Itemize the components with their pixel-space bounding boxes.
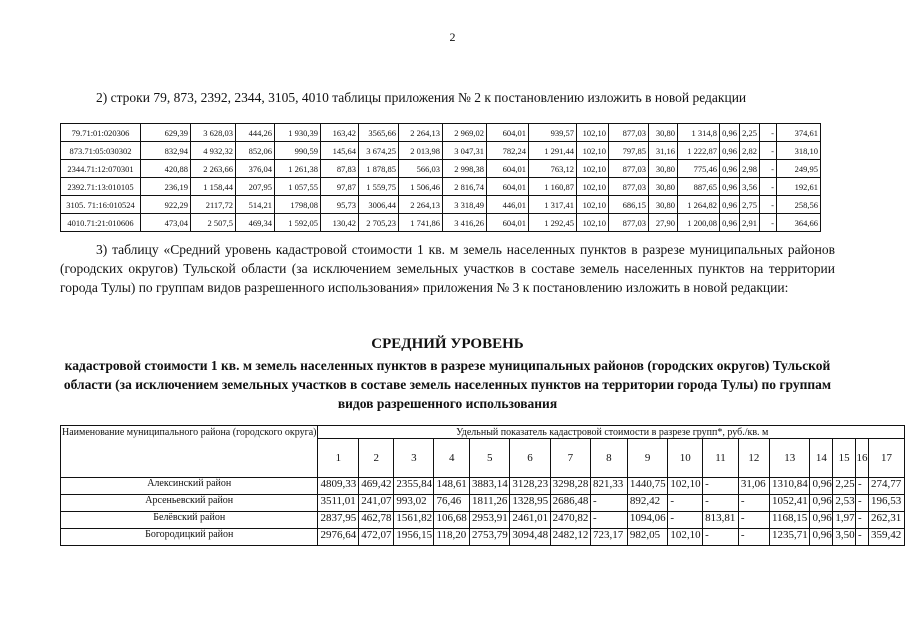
table2-cell: - xyxy=(668,512,703,529)
table1-cell: 3006,44 xyxy=(359,196,399,214)
table1-cell: 1 264,82 xyxy=(678,196,720,214)
table1-cell: 939,57 xyxy=(529,124,577,142)
table1-cell: 0,96 xyxy=(720,142,740,160)
table1-cell: 832,94 xyxy=(141,142,191,160)
table1-cell: - xyxy=(760,142,777,160)
table1-cell: 1 261,38 xyxy=(275,160,321,178)
table1-cell: 566,03 xyxy=(399,160,443,178)
table2-cell: 1328,95 xyxy=(510,495,550,512)
table2-cell: 0,96 xyxy=(810,495,833,512)
table1-cell: 249,95 xyxy=(777,160,821,178)
table1-row-code: 4010.71:21:010606 xyxy=(61,214,141,232)
table2-cell: 1310,84 xyxy=(769,478,810,495)
table2-cell: - xyxy=(590,495,627,512)
column-number: 16 xyxy=(855,439,868,478)
table1-cell: 97,87 xyxy=(321,178,359,196)
table1-cell: 130,42 xyxy=(321,214,359,232)
table2-cell: 2470,82 xyxy=(550,512,590,529)
column-number: 2 xyxy=(359,439,394,478)
paragraph-2: 2) строки 79, 873, 2392, 2344, 3105, 4010 таблицы приложения № 2 к постановлению изложить в новой редакции xyxy=(96,90,747,105)
table2-cell: - xyxy=(738,529,769,546)
table1-cell: 2,98 xyxy=(740,160,760,178)
table1-row xyxy=(61,124,821,142)
table1-row-code: 873.71:05:030302 xyxy=(61,142,141,160)
table1-cell: 192,61 xyxy=(777,178,821,196)
column-group-caption: Удельный показатель кадастровой стоимости в разрезе групп*, руб./кв. м xyxy=(318,426,905,439)
table1-cell: 31,16 xyxy=(649,142,678,160)
table2-cell: 2,25 xyxy=(833,478,856,495)
table1-cell: 877,03 xyxy=(609,124,649,142)
table1-cell: 102,10 xyxy=(577,196,609,214)
table2-cell: 2,53 xyxy=(833,495,856,512)
table1-cell: 444,26 xyxy=(236,124,275,142)
table2-cell: 102,10 xyxy=(668,478,703,495)
table1-cell: 1 506,46 xyxy=(399,178,443,196)
table1-cell: 30,80 xyxy=(649,124,678,142)
table1-cell: 0,96 xyxy=(720,214,740,232)
table1-cell: 1 158,44 xyxy=(191,178,236,196)
table1-cell: 686,15 xyxy=(609,196,649,214)
table2-cell: 813,81 xyxy=(703,512,739,529)
table2-cell: 102,10 xyxy=(668,529,703,546)
column-number: 3 xyxy=(394,439,434,478)
paragraph-3 xyxy=(60,240,835,297)
table2-cell: 3511,01 xyxy=(318,495,359,512)
table1-cell: 258,56 xyxy=(777,196,821,214)
table1-cell: 775,46 xyxy=(678,160,720,178)
table2-cell: - xyxy=(590,512,627,529)
table2-cell: 4809,33 xyxy=(318,478,359,495)
table2-cell: - xyxy=(703,529,739,546)
table2-cell: 892,42 xyxy=(627,495,668,512)
table1-cell: 514,21 xyxy=(236,196,275,214)
table1-cell: 797,85 xyxy=(609,142,649,160)
table1-cell: 0,96 xyxy=(720,160,740,178)
table1-cell: 95,73 xyxy=(321,196,359,214)
table2-cell: 993,02 xyxy=(394,495,434,512)
table2-cell: 148,61 xyxy=(434,478,470,495)
table1-cell: 102,10 xyxy=(577,160,609,178)
table2-cell: 1052,41 xyxy=(769,495,810,512)
table1-cell: 364,66 xyxy=(777,214,821,232)
table1-cell: 2,75 xyxy=(740,196,760,214)
table1-cell: 1 314,8 xyxy=(678,124,720,142)
table1-row-code: 79.71:01:020306 xyxy=(61,124,141,142)
table2-cell: 3128,23 xyxy=(510,478,550,495)
table1-cell: 376,04 xyxy=(236,160,275,178)
table1-cell: 3 674,25 xyxy=(359,142,399,160)
table2-cell: - xyxy=(738,495,769,512)
table2-cell: 1,97 xyxy=(833,512,856,529)
column-header-name: Наименование муниципального района (городского округа) xyxy=(61,426,318,478)
table1-cell: 2,91 xyxy=(740,214,760,232)
table2-cell: 1811,26 xyxy=(470,495,510,512)
table2-cell: 3,50 xyxy=(833,529,856,546)
table2-cell: 76,46 xyxy=(434,495,470,512)
table1-cell: 27,90 xyxy=(649,214,678,232)
table1-row xyxy=(61,142,821,160)
table1-cell: 1 291,44 xyxy=(529,142,577,160)
table1-cell: 629,39 xyxy=(141,124,191,142)
table2-cell: 472,07 xyxy=(359,529,394,546)
table1-cell: 990,59 xyxy=(275,142,321,160)
paragraph-3-text: 3) таблицу «Средний уровень кадастровой стоимости 1 кв. м земель населенных пунктов в разрезе муниципальных районов (городских округов) Тульской области (за исключением земельных участков в составе земель населенных пунктов на территории города Тулы) по группам видов разрешенного использования» приложения № 3 к постановлению изложить в новой редакции: xyxy=(60,242,835,295)
table2-cell: 0,96 xyxy=(810,529,833,546)
table2-cell: - xyxy=(738,512,769,529)
table1-cell: 102,10 xyxy=(577,142,609,160)
table1-cell: 2 969,02 xyxy=(443,124,487,142)
table2-cell: 1094,06 xyxy=(627,512,668,529)
table2-cell: 196,53 xyxy=(869,495,905,512)
page-number: 2 xyxy=(449,30,456,44)
table2-cell: - xyxy=(855,512,868,529)
table2-cell: 241,07 xyxy=(359,495,394,512)
table1-cell: 1 292,45 xyxy=(529,214,577,232)
table1-cell: 1 057,55 xyxy=(275,178,321,196)
column-number: 4 xyxy=(434,439,470,478)
table1-cell: 1 741,86 xyxy=(399,214,443,232)
table2-cell: - xyxy=(855,529,868,546)
table1-cell: 3 047,31 xyxy=(443,142,487,160)
table2-cell: 2461,01 xyxy=(510,512,550,529)
table1-cell: 3 416,26 xyxy=(443,214,487,232)
table1-cell: 236,19 xyxy=(141,178,191,196)
table1-cell: 145,64 xyxy=(321,142,359,160)
table2-cell: 106,68 xyxy=(434,512,470,529)
table1-cell: 877,03 xyxy=(609,178,649,196)
column-number: 15 xyxy=(833,439,856,478)
amended-rows-table xyxy=(60,123,821,232)
table2-cell: 821,33 xyxy=(590,478,627,495)
column-number: 17 xyxy=(869,439,905,478)
table1-cell: 2 998,38 xyxy=(443,160,487,178)
table1-cell: 446,01 xyxy=(487,196,529,214)
table1-cell: 604,01 xyxy=(487,178,529,196)
table1-cell: 102,10 xyxy=(577,178,609,196)
table1-cell: 0,96 xyxy=(720,124,740,142)
table1-cell: 0,96 xyxy=(720,178,740,196)
table-title: СРЕДНИЙ УРОВЕНЬ xyxy=(371,336,524,352)
table1-cell: 922,29 xyxy=(141,196,191,214)
district-name: Арсеньевский район xyxy=(61,495,318,512)
table2-cell: 0,96 xyxy=(810,478,833,495)
table1-cell: 2 263,66 xyxy=(191,160,236,178)
table1-cell: 2,25 xyxy=(740,124,760,142)
table2-row xyxy=(61,529,905,546)
column-number: 5 xyxy=(470,439,510,478)
table2-cell: 2837,95 xyxy=(318,512,359,529)
table1-cell: 1 200,08 xyxy=(678,214,720,232)
table1-cell: 1 878,85 xyxy=(359,160,399,178)
table1-cell: 420,88 xyxy=(141,160,191,178)
column-number: 11 xyxy=(703,439,739,478)
table2-cell: 723,17 xyxy=(590,529,627,546)
table1-cell: 604,01 xyxy=(487,160,529,178)
table1-row xyxy=(61,214,821,232)
table2-cell: 1561,82 xyxy=(394,512,434,529)
table2-row xyxy=(61,495,905,512)
table2-cell: 118,20 xyxy=(434,529,470,546)
table2-cell: 2686,48 xyxy=(550,495,590,512)
table1-row xyxy=(61,178,821,196)
table1-cell: 2117,72 xyxy=(191,196,236,214)
table2-cell: - xyxy=(668,495,703,512)
table2-cell: 262,31 xyxy=(869,512,905,529)
district-name: Богородицкий район xyxy=(61,529,318,546)
table2-cell: 3298,28 xyxy=(550,478,590,495)
table1-cell: 102,10 xyxy=(577,214,609,232)
table1-cell: 3,56 xyxy=(740,178,760,196)
table1-cell: 763,12 xyxy=(529,160,577,178)
table1-row xyxy=(61,160,821,178)
table1-cell: 3 318,49 xyxy=(443,196,487,214)
table1-cell: 30,80 xyxy=(649,160,678,178)
column-number: 10 xyxy=(668,439,703,478)
district-name: Белёвский район xyxy=(61,512,318,529)
table2-cell: 1235,71 xyxy=(769,529,810,546)
table2-cell: 1956,15 xyxy=(394,529,434,546)
table2-cell: 2976,64 xyxy=(318,529,359,546)
column-number: 8 xyxy=(590,439,627,478)
table2-cell: 2355,84 xyxy=(394,478,434,495)
column-number: 7 xyxy=(550,439,590,478)
table2-cell: - xyxy=(855,495,868,512)
table2-cell: 274,77 xyxy=(869,478,905,495)
table2-cell: - xyxy=(703,478,739,495)
table1-cell: 469,34 xyxy=(236,214,275,232)
average-cadastral-value-table xyxy=(60,425,905,546)
table1-cell: 102,10 xyxy=(577,124,609,142)
table1-cell: 1 559,75 xyxy=(359,178,399,196)
table1-cell: 604,01 xyxy=(487,214,529,232)
table1-cell: 87,83 xyxy=(321,160,359,178)
table1-cell: 852,06 xyxy=(236,142,275,160)
table1-row xyxy=(61,196,821,214)
table1-cell: 473,04 xyxy=(141,214,191,232)
table2-cell: 31,06 xyxy=(738,478,769,495)
column-number: 13 xyxy=(769,439,810,478)
table2-cell: 2482,12 xyxy=(550,529,590,546)
column-number: 1 xyxy=(318,439,359,478)
table1-cell: 3 628,03 xyxy=(191,124,236,142)
table1-cell: 163,42 xyxy=(321,124,359,142)
table1-cell: 782,24 xyxy=(487,142,529,160)
table1-cell: 30,80 xyxy=(649,196,678,214)
table1-cell: 2 816,74 xyxy=(443,178,487,196)
table1-cell: - xyxy=(760,214,777,232)
table2-cell: 2753,79 xyxy=(470,529,510,546)
table2-cell: 982,05 xyxy=(627,529,668,546)
table1-cell: 877,03 xyxy=(609,160,649,178)
table2-cell: 469,42 xyxy=(359,478,394,495)
table1-row-code: 2344.71:12:070301 xyxy=(61,160,141,178)
table2-cell: 0,96 xyxy=(810,512,833,529)
table2-cell: 3883,14 xyxy=(470,478,510,495)
table2-cell: 3094,48 xyxy=(510,529,550,546)
table1-cell: - xyxy=(760,178,777,196)
table2-cell: 1168,15 xyxy=(769,512,810,529)
table1-cell: 2 264,13 xyxy=(399,124,443,142)
table1-cell: 2 264,13 xyxy=(399,196,443,214)
table1-cell: 0,96 xyxy=(720,196,740,214)
column-number: 9 xyxy=(627,439,668,478)
column-number: 12 xyxy=(738,439,769,478)
table1-cell: 1 592,05 xyxy=(275,214,321,232)
table1-cell: 887,65 xyxy=(678,178,720,196)
table2-row xyxy=(61,512,905,529)
table-subtitle: кадастровой стоимости 1 кв. м земель населенных пунктов в разрезе муниципальных районов (городских округов) Тульской области (за исключением земельных участков в составе земель населенных пунктов на территории города Тулы) по группам видов разрешенного использования xyxy=(63,358,832,411)
table1-cell: 1 222,87 xyxy=(678,142,720,160)
table1-cell: - xyxy=(760,196,777,214)
table2-row xyxy=(61,478,905,495)
table2-cell: 462,78 xyxy=(359,512,394,529)
table1-cell: 1 160,87 xyxy=(529,178,577,196)
column-number: 14 xyxy=(810,439,833,478)
table1-cell: 604,01 xyxy=(487,124,529,142)
table2-cell: 1440,75 xyxy=(627,478,668,495)
table1-cell: - xyxy=(760,160,777,178)
table1-cell: 4 932,32 xyxy=(191,142,236,160)
table1-cell: - xyxy=(760,124,777,142)
table2-cell: 359,42 xyxy=(869,529,905,546)
table1-cell: 2 507,5 xyxy=(191,214,236,232)
table1-cell: 1 930,39 xyxy=(275,124,321,142)
table1-cell: 207,95 xyxy=(236,178,275,196)
table2-cell: - xyxy=(855,478,868,495)
table1-cell: 30,80 xyxy=(649,178,678,196)
table1-cell: 1 317,41 xyxy=(529,196,577,214)
table1-cell: 3565,66 xyxy=(359,124,399,142)
table1-cell: 877,03 xyxy=(609,214,649,232)
table1-cell: 2 705,23 xyxy=(359,214,399,232)
table1-cell: 374,61 xyxy=(777,124,821,142)
table1-cell: 2 013,98 xyxy=(399,142,443,160)
column-number: 6 xyxy=(510,439,550,478)
table2-cell: - xyxy=(703,495,739,512)
table1-row-code: 3105. 71:16:010524 xyxy=(61,196,141,214)
table1-cell: 2,82 xyxy=(740,142,760,160)
table1-cell: 318,10 xyxy=(777,142,821,160)
table2-cell: 2953,91 xyxy=(470,512,510,529)
table1-row-code: 2392.71:13:010105 xyxy=(61,178,141,196)
table2-caption-row xyxy=(61,426,905,439)
table1-cell: 1798,08 xyxy=(275,196,321,214)
district-name: Алексинский район xyxy=(61,478,318,495)
